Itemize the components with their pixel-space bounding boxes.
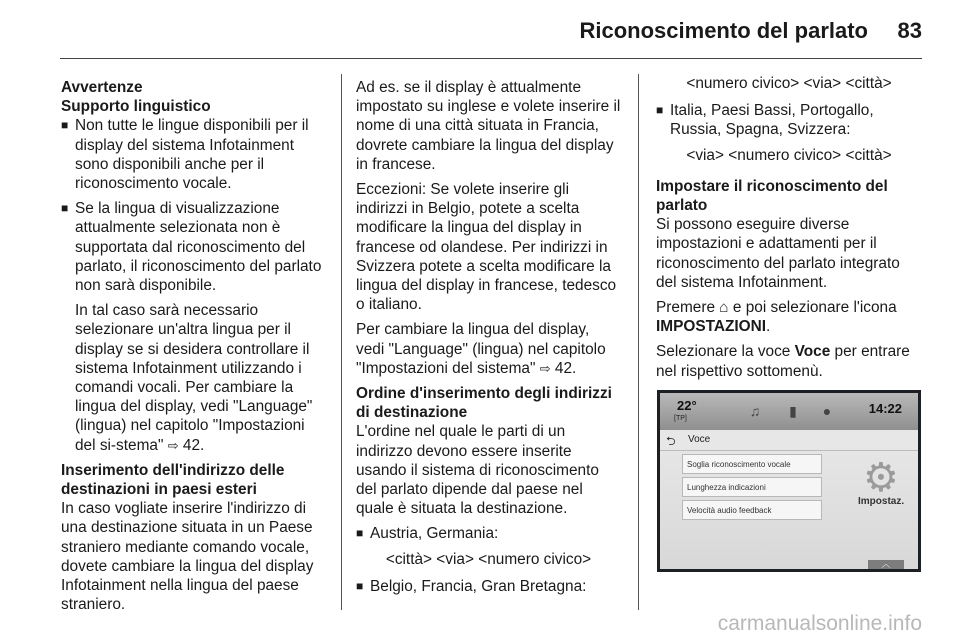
heading-impostare: Impostare il riconoscimento del parlato	[656, 177, 888, 215]
bullet-item: ■ Non tutte le lingue disponibili per il display del sistema Infotainment sono disponibili anche per il riconoscimento vocale.	[61, 117, 309, 193]
address-order: <numero civico> <via> <città>	[686, 75, 892, 92]
bullet-marker: ■	[356, 526, 364, 541]
paragraph: In caso vogliate inserire l'indirizzo di una destinazione situata in un Paese straniero mediante comando vocale, dovete cambiare la lingua del display Infotainment nella lingua del paese straniero.	[61, 500, 314, 614]
menu-item-velocita[interactable]: Velocità audio feedback	[682, 500, 822, 520]
bullet-marker: ■	[356, 578, 364, 593]
paragraph: Per cambiare la lingua del display, vedi "Language" (lingua) nel capitolo "Impostazioni del sistema" ⇨ 42.	[356, 321, 606, 377]
paragraph: Si possono eseguire diverse impostazioni e adattamenti per il riconoscimento del parlato integrato del sistema Infotainment.	[656, 216, 900, 291]
page-title: Riconoscimento del parlato	[579, 18, 868, 43]
page-ref-icon: ⇨	[539, 360, 551, 376]
menu-item-soglia[interactable]: Soglia riconoscimento vocale	[682, 454, 822, 474]
bullet-marker: ■	[61, 118, 69, 133]
heading-inserimento: Inserimento dell'indirizzo delle destinazioni in paesi esteri	[61, 461, 285, 499]
heading-supporto: Supporto linguistico	[61, 98, 211, 116]
heading-avvertenze: Avvertenze	[61, 79, 143, 96]
menu-title: Voce	[688, 434, 711, 445]
phone-icon[interactable]: ▮	[789, 403, 797, 419]
bullet-item: ■ Austria, Germania:	[356, 525, 499, 543]
watermark: carmanualsonline.info	[717, 612, 922, 635]
column-left	[61, 78, 326, 620]
back-icon[interactable]: ⮌	[666, 434, 676, 448]
tp-indicator: [TP]	[674, 415, 687, 422]
music-icon[interactable]: ♫	[749, 403, 761, 419]
status-bar	[660, 393, 918, 430]
page-ref[interactable]: 42.	[554, 359, 577, 377]
chevron-up-icon[interactable]: ︿	[868, 560, 904, 569]
column-right	[656, 75, 922, 387]
page-ref-icon: ⇨	[167, 437, 179, 453]
column-middle	[356, 78, 621, 602]
menu-header	[660, 430, 918, 451]
paragraph: Premere ⌂ e poi selezionare l'icona IMPOSTAZIONI.	[656, 299, 897, 336]
indented-paragraph: In tal caso sarà necessario selezionare un'altra lingua per il display se si desidera controllare il sistema Infotainment utilizzando i comandi vocali. Per cambiare la lingua del display, vedi "Language" (lingua) nel capitolo "Impostazioni del si-stema" ⇨ 42.	[75, 302, 313, 454]
bullet-marker: ■	[656, 103, 664, 118]
address-order: <via> <numero civico> <città>	[686, 146, 892, 164]
page-header	[0, 0, 960, 58]
gear-icon[interactable]: ⚙	[863, 456, 899, 500]
bullet-item: ■ Se la lingua di visualizzazione attualmente selezionata non è supportata dal riconoscimento del parlato, il riconoscimento del parlato non sarà disponibile.	[61, 200, 322, 295]
settings-label: Impostaz.	[858, 496, 905, 507]
page-number: 83	[897, 18, 922, 43]
bullet-item: ■ Italia, Paesi Bassi, Portogallo, Russia, Spagna, Svizzera:	[656, 102, 874, 139]
home-button-icon: ⌂	[719, 299, 729, 317]
infotainment-screen	[660, 393, 918, 569]
clock: 14:22	[868, 401, 902, 416]
heading-ordine: Ordine d'inserimento degli indirizzi di destinazione	[356, 385, 612, 422]
bullet-marker: ■	[61, 201, 69, 216]
page-ref[interactable]: 42.	[182, 436, 205, 454]
paragraph: Selezionare la voce Voce per entrare nel rispettivo sottomenù.	[656, 343, 910, 380]
infotainment-screenshot	[657, 390, 921, 572]
paragraph: Ad es. se il display è attualmente impostato su inglese e volete inserire il nome di una città situata in Francia, dovrete cambiare la lingua del display in francese.	[356, 79, 621, 173]
column-divider	[341, 74, 342, 610]
header-divider	[60, 58, 922, 59]
column-divider	[638, 74, 639, 610]
menu-item-lunghezza[interactable]: Lunghezza indicazioni	[682, 477, 822, 497]
paragraph: L'ordine nel quale le parti di un indirizzo devono essere inserite usando il sistema di riconoscimento del parlato dipende dal paese nel quale è situata la destinazione.	[356, 423, 599, 518]
paragraph: Eccezioni: Se volete inserire gli indirizzi in Belgio, potete a scelta modificare la lingua del display in francese od olandese. Per indirizzi in Svizzera potete a scelta modificare la lingua del display in francese, tedesco o italiano.	[356, 181, 617, 314]
temperature: 22°	[677, 398, 697, 413]
bullet-item: ■ Belgio, Francia, Gran Bretagna:	[356, 577, 587, 595]
address-order: <città> <via> <numero civico>	[385, 550, 592, 568]
record-icon[interactable]: ●	[822, 403, 832, 419]
